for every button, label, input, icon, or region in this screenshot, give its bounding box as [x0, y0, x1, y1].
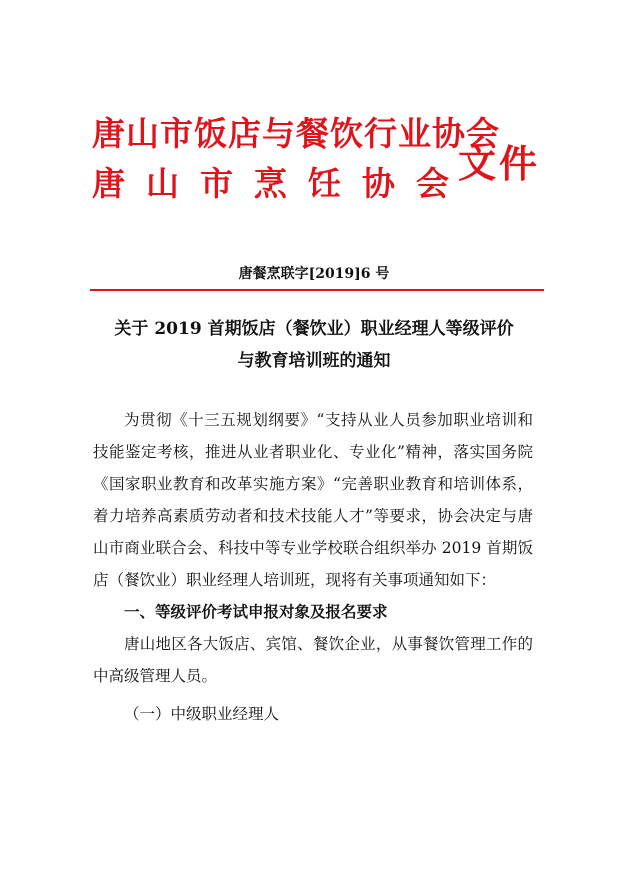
- intro-paragraph: 为贯彻《十三五规划纲要》“支持从业人员参加职业培训和技能鉴定考核，推进从业者职业化、专业化”精神，落实国务院《国家职业教育和改革实施方案》“完善职业教育和培训体系，着力培养高素质劳动者和技术技能人才”等要求，协会决定与唐山市商业联合会、科技中等专业学校联合组织举办 2019 首期饭店（餐饮业）职业经理人培训班，现将有关事项通知如下：: [93, 411, 533, 589]
- notice-body: [93, 404, 533, 730]
- section-1-heading: 一、等级评价考试申报对象及报名要求: [124, 602, 388, 621]
- notice-title-line-1: 关于 2019 首期饭店（餐饮业）职业经理人等级评价: [114, 319, 514, 339]
- issuer-line-1: 唐山市饭店与餐饮行业协会: [92, 114, 500, 153]
- document-word: 文件: [458, 141, 541, 186]
- notice-title-line-2: 与教育培训班的通知: [237, 351, 391, 371]
- subsection-1-heading: （一）中级职业经理人: [124, 705, 280, 723]
- issuer-line-2: 唐山市烹饪协会: [92, 164, 470, 203]
- section-1-paragraph: 唐山地区各大饭店、宾馆、餐饮企业，从事餐饮管理工作的中高级管理人员。: [93, 635, 533, 685]
- document-number: 唐餐烹联字[2019]6 号: [238, 266, 390, 282]
- red-divider-rule: [90, 289, 544, 291]
